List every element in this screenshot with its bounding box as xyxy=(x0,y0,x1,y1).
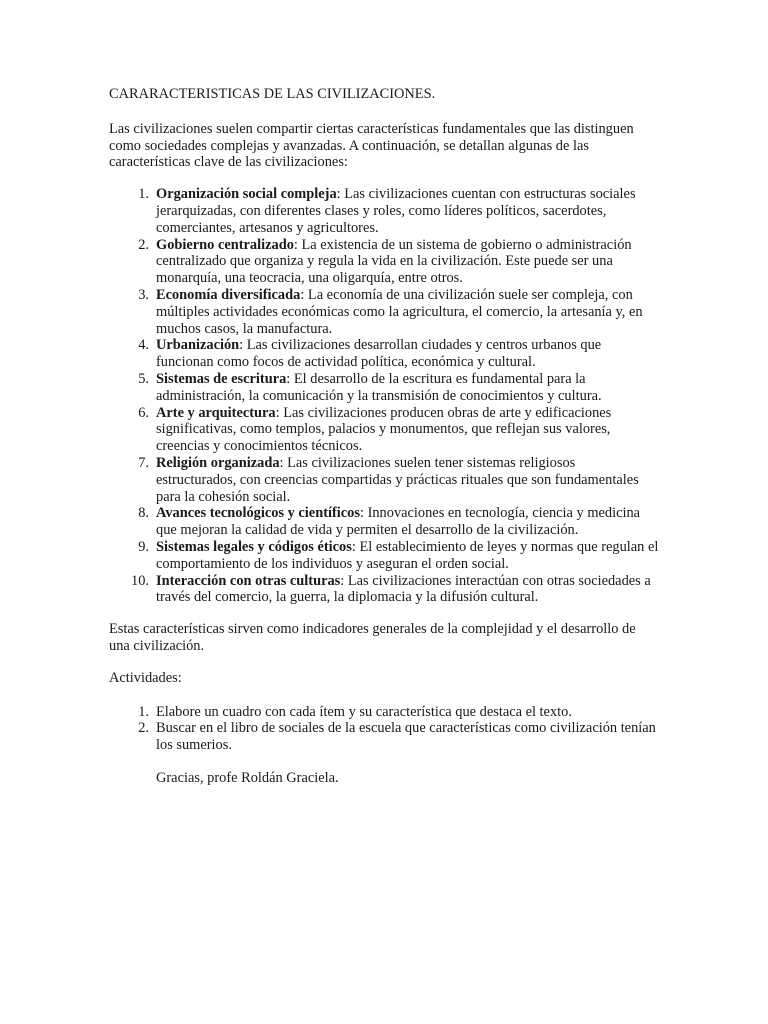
item-term: Sistemas legales y códigos éticos xyxy=(156,538,352,555)
item-number: 4. xyxy=(138,337,149,354)
item-term: Avances tecnológicos y científicos xyxy=(156,505,360,522)
activities-heading: Actividades: xyxy=(109,669,182,686)
activity-number: 2. xyxy=(138,720,149,737)
activity-text: Elabore un cuadro con cada ítem y su característica que destaca el texto. xyxy=(156,703,572,720)
activity-item xyxy=(109,704,659,721)
list-item xyxy=(109,573,659,607)
item-term: Sistemas de escritura xyxy=(156,370,287,387)
item-description: : El desarrollo de la escritura es fundamental para la administración, la comunicación y la transmisión de conocimientos y cultura. xyxy=(156,370,602,404)
document-title: CARARACTERISTICAS DE LAS CIVILIZACIONES. xyxy=(109,86,436,102)
item-term: Gobierno centralizado xyxy=(156,236,294,253)
item-number: 10. xyxy=(131,572,149,589)
item-description: : Las civilizaciones producen obras de arte y edificaciones significativas, como templos, palacios y monumentos, que reflejan sus valores, creencias y conocimientos técnicos. xyxy=(156,404,612,455)
document-page xyxy=(109,86,659,787)
intro-paragraph: Las civilizaciones suelen compartir ciertas características fundamentales que las distinguen como sociedades complejas y avanzadas. A continuación, se detallan algunas de las características clave de las civilizaciones: xyxy=(109,120,634,171)
list-item xyxy=(109,337,659,371)
item-number: 6. xyxy=(138,404,149,421)
item-description: : Innovaciones en tecnología, ciencia y medicina que mejoran la calidad de vida y permiten el desarrollo de la civilización. xyxy=(156,505,641,539)
item-description: : Las civilizaciones cuentan con estructuras sociales jerarquizadas, con diferentes clases y roles, como líderes políticos, sacerdotes, comerciantes, artesanos y agricultores. xyxy=(156,186,636,236)
item-number: 1. xyxy=(138,186,149,203)
item-description: : Las civilizaciones interactúan con otras sociedades a través del comercio, la guerra, la diplomacia y la difusión cultural. xyxy=(156,572,651,606)
list-item xyxy=(109,455,659,505)
item-number: 3. xyxy=(138,286,149,303)
item-term: Organización social compleja xyxy=(156,186,337,203)
list-item xyxy=(109,371,659,405)
item-number: 7. xyxy=(138,454,149,471)
item-number: 2. xyxy=(138,236,149,253)
list-item xyxy=(109,539,659,573)
item-number: 5. xyxy=(138,370,149,387)
item-description: : Las civilizaciones desarrollan ciudades y centros urbanos que funcionan como focos de actividad política, económica y cultural. xyxy=(156,337,602,371)
list-item xyxy=(109,237,659,287)
activities-list xyxy=(109,704,659,754)
item-description: : Las civilizaciones suelen tener sistemas religiosos estructurados, con creencias compartidas y prácticas rituales que son fundamentales para la cohesión social. xyxy=(156,454,639,505)
item-term: Interacción con otras culturas xyxy=(156,572,341,589)
closing-paragraph: Estas características sirven como indicadores generales de la complejidad y el desarrollo de una civilización. xyxy=(109,621,636,654)
list-item xyxy=(109,405,659,455)
activity-text: Buscar en el libro de sociales de la escuela que características como civilización tenían los sumerios. xyxy=(156,720,656,754)
signature: Gracias, profe Roldán Graciela. xyxy=(156,769,339,786)
item-term: Economía diversificada xyxy=(156,286,301,303)
list-item xyxy=(109,186,659,236)
item-term: Religión organizada xyxy=(156,454,280,471)
list-item xyxy=(109,287,659,337)
item-term: Arte y arquitectura xyxy=(156,404,276,421)
activity-item xyxy=(109,720,659,754)
item-term: Urbanización xyxy=(156,337,240,354)
item-description: : El establecimiento de leyes y normas que regulan el comportamiento de los individuos y aseguran el orden social. xyxy=(156,538,659,572)
item-description: : La economía de una civilización suele ser compleja, con múltiples actividades económicas como la agricultura, el comercio, la artesanía y, en muchos casos, la manufactura. xyxy=(156,286,643,337)
item-description: : La existencia de un sistema de gobierno o administración centralizado que organiza y regula la vida en la civilización. Este puede ser una monarquía, una teocracia, una oligarquía, entre otros. xyxy=(156,236,632,287)
activity-number: 1. xyxy=(138,703,149,720)
list-item xyxy=(109,505,659,539)
item-number: 9. xyxy=(138,538,149,555)
item-number: 8. xyxy=(138,505,149,522)
characteristics-list xyxy=(109,186,659,606)
